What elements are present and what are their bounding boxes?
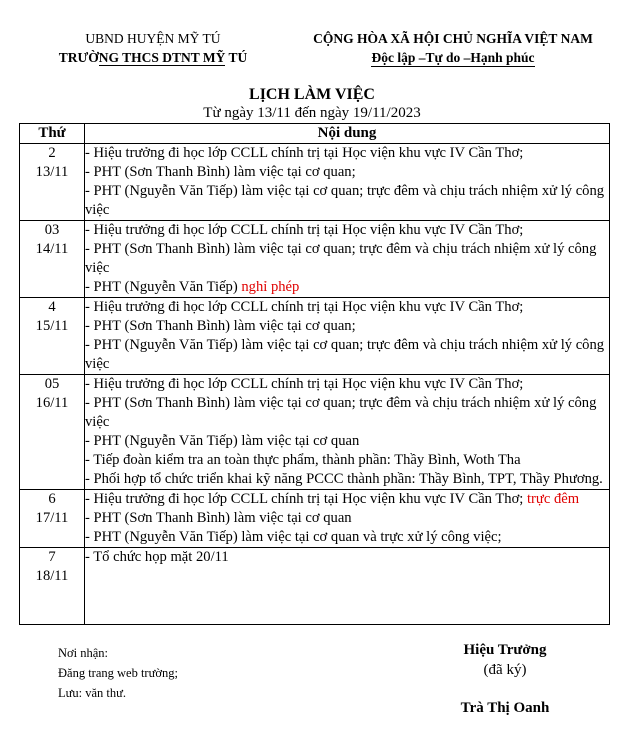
schedule-item xyxy=(85,336,609,374)
school-name-part: TÚ xyxy=(225,50,248,65)
schedule-item xyxy=(85,432,609,451)
day-date: 17/11 xyxy=(35,510,69,526)
content-cell xyxy=(85,375,610,490)
schedule-item-text: - Hiệu trưởng đi học lớp CCLL chính trị tại Học viện khu vực IV Cần Thơ; xyxy=(85,145,524,161)
schedule-item xyxy=(85,490,609,509)
schedule-item-text: - PHT (Nguyễn Văn Tiếp) làm việc tại cơ quan xyxy=(85,433,360,449)
header-content: Nội dung xyxy=(85,124,610,144)
recipient-item: Đăng trang web trường; xyxy=(58,666,178,680)
day-cell xyxy=(20,221,85,298)
day-date: 18/11 xyxy=(35,568,69,584)
table-row xyxy=(20,548,610,625)
schedule-item-text: - PHT (Sơn Thanh Bình) làm việc tại cơ quan; xyxy=(85,164,356,180)
weekday-number: 05 xyxy=(44,376,60,392)
table-row xyxy=(20,375,610,490)
schedule-item xyxy=(85,240,609,278)
school-name xyxy=(38,48,268,67)
schedule-item-text: - Hiệu trưởng đi học lớp CCLL chính trị tại Học viện khu vực IV Cần Thơ; xyxy=(85,299,524,315)
motto: Độc lập –Tự do –Hạnh phúc xyxy=(371,50,535,65)
day-date: 14/11 xyxy=(35,241,69,257)
schedule-item-text: - PHT (Nguyễn Văn Tiếp) làm việc tại cơ quan; trực đêm và chịu trách nhiệm xử lý công việc xyxy=(85,183,605,218)
schedule-item xyxy=(85,509,609,528)
weekday-number: 6 xyxy=(48,491,56,507)
day-cell xyxy=(20,144,85,221)
schedule-item-text: - Hiệu trưởng đi học lớp CCLL chính trị tại Học viện khu vực IV Cần Thơ; xyxy=(85,376,524,392)
header-day: Thứ xyxy=(20,124,85,144)
schedule-item-text: - Tổ chức họp mặt 20/11 xyxy=(85,549,229,565)
schedule-item xyxy=(85,298,609,317)
day-cell xyxy=(20,298,85,375)
schedule-item xyxy=(85,221,609,240)
content-cell xyxy=(85,490,610,548)
content-cell xyxy=(85,548,610,625)
weekday-number: 7 xyxy=(48,549,56,565)
school-name-underlined: NG THCS DTNT MỸ xyxy=(98,50,226,65)
table-row xyxy=(20,490,610,548)
recipients-block xyxy=(58,643,178,703)
schedule-table xyxy=(19,123,610,625)
schedule-item-text: - PHT (Sơn Thanh Bình) làm việc tại cơ quan; xyxy=(85,318,356,334)
schedule-item xyxy=(85,144,609,163)
district-name: UBND HUYỆN MỸ TÚ xyxy=(85,31,221,46)
schedule-item-text: - PHT (Nguyễn Văn Tiếp) làm việc tại cơ quan và trực xử lý công việc; xyxy=(85,529,502,545)
weekday-number: 2 xyxy=(48,145,56,161)
day-cell xyxy=(20,375,85,490)
schedule-item xyxy=(85,470,609,489)
day-date: 13/11 xyxy=(35,164,69,180)
schedule-item-text: - Tiếp đoàn kiểm tra an toàn thực phẩm, thành phần: Thầy Bình, Woth Tha xyxy=(85,452,521,468)
schedule-item xyxy=(85,317,609,336)
schedule-body xyxy=(20,144,610,625)
date-range: Từ ngày 13/11 đến ngày 19/11/2023 xyxy=(203,105,421,121)
weekday-number: 4 xyxy=(48,299,56,315)
document-title: LỊCH LÀM VIỆC xyxy=(249,86,375,103)
day-date: 15/11 xyxy=(35,318,69,334)
country-name: CỘNG HÒA XÃ HỘI CHỦ NGHĨA VIỆT NAM xyxy=(313,31,593,46)
signer-title: Hiệu Trưởng xyxy=(463,642,547,658)
schedule-item-text: - Phối hợp tổ chức triển khai kỹ năng PCCC thành phần: Thầy Bình, TPT, Thầy Phương. xyxy=(85,471,603,487)
signed-note: (đã ký) xyxy=(483,662,527,678)
schedule-item-highlight: nghỉ phép xyxy=(241,279,300,295)
national-motto xyxy=(296,29,610,67)
schedule-item-text: - PHT (Nguyễn Văn Tiếp) làm việc tại cơ quan; trực đêm và chịu trách nhiệm xử lý công việc xyxy=(85,337,605,372)
schedule-item xyxy=(85,528,609,547)
content-cell xyxy=(85,298,610,375)
table-row xyxy=(20,221,610,298)
weekday-number: 03 xyxy=(44,222,60,238)
schedule-item xyxy=(85,163,609,182)
schedule-item-text: - Hiệu trưởng đi học lớp CCLL chính trị tại Học viện khu vực IV Cần Thơ; xyxy=(85,491,527,507)
table-header-row xyxy=(20,124,610,144)
day-cell xyxy=(20,490,85,548)
schedule-item xyxy=(85,182,609,220)
signature-block xyxy=(420,640,590,718)
schedule-item-text: - PHT (Sơn Thanh Bình) làm việc tại cơ quan; trực đêm và chịu trách nhiệm xử lý công việc xyxy=(85,395,597,430)
signer-name: Trà Thị Oanh xyxy=(460,700,550,716)
schedule-item xyxy=(85,394,609,432)
schedule-item-text: - PHT (Sơn Thanh Bình) làm việc tại cơ quan xyxy=(85,510,352,526)
table-row xyxy=(20,298,610,375)
recipient-item: Lưu: văn thư. xyxy=(58,686,127,700)
content-cell xyxy=(85,144,610,221)
schedule-item xyxy=(85,548,609,567)
issuing-authority xyxy=(38,29,268,67)
schedule-item xyxy=(85,375,609,394)
school-name-part: TRƯỜ xyxy=(58,50,99,65)
schedule-item xyxy=(85,451,609,470)
content-cell xyxy=(85,221,610,298)
recipients-label: Nơi nhận: xyxy=(58,646,109,660)
table-row xyxy=(20,144,610,221)
schedule-item-highlight: trực đêm xyxy=(527,491,580,507)
day-date: 16/11 xyxy=(35,395,69,411)
day-cell xyxy=(20,548,85,625)
schedule-item-text: - Hiệu trưởng đi học lớp CCLL chính trị tại Học viện khu vực IV Cần Thơ; xyxy=(85,222,524,238)
schedule-item xyxy=(85,278,609,297)
schedule-item-text: - PHT (Sơn Thanh Bình) làm việc tại cơ quan; trực đêm và chịu trách nhiệm xử lý công việc xyxy=(85,241,597,276)
schedule-item-text: - PHT (Nguyễn Văn Tiếp) xyxy=(85,279,242,295)
